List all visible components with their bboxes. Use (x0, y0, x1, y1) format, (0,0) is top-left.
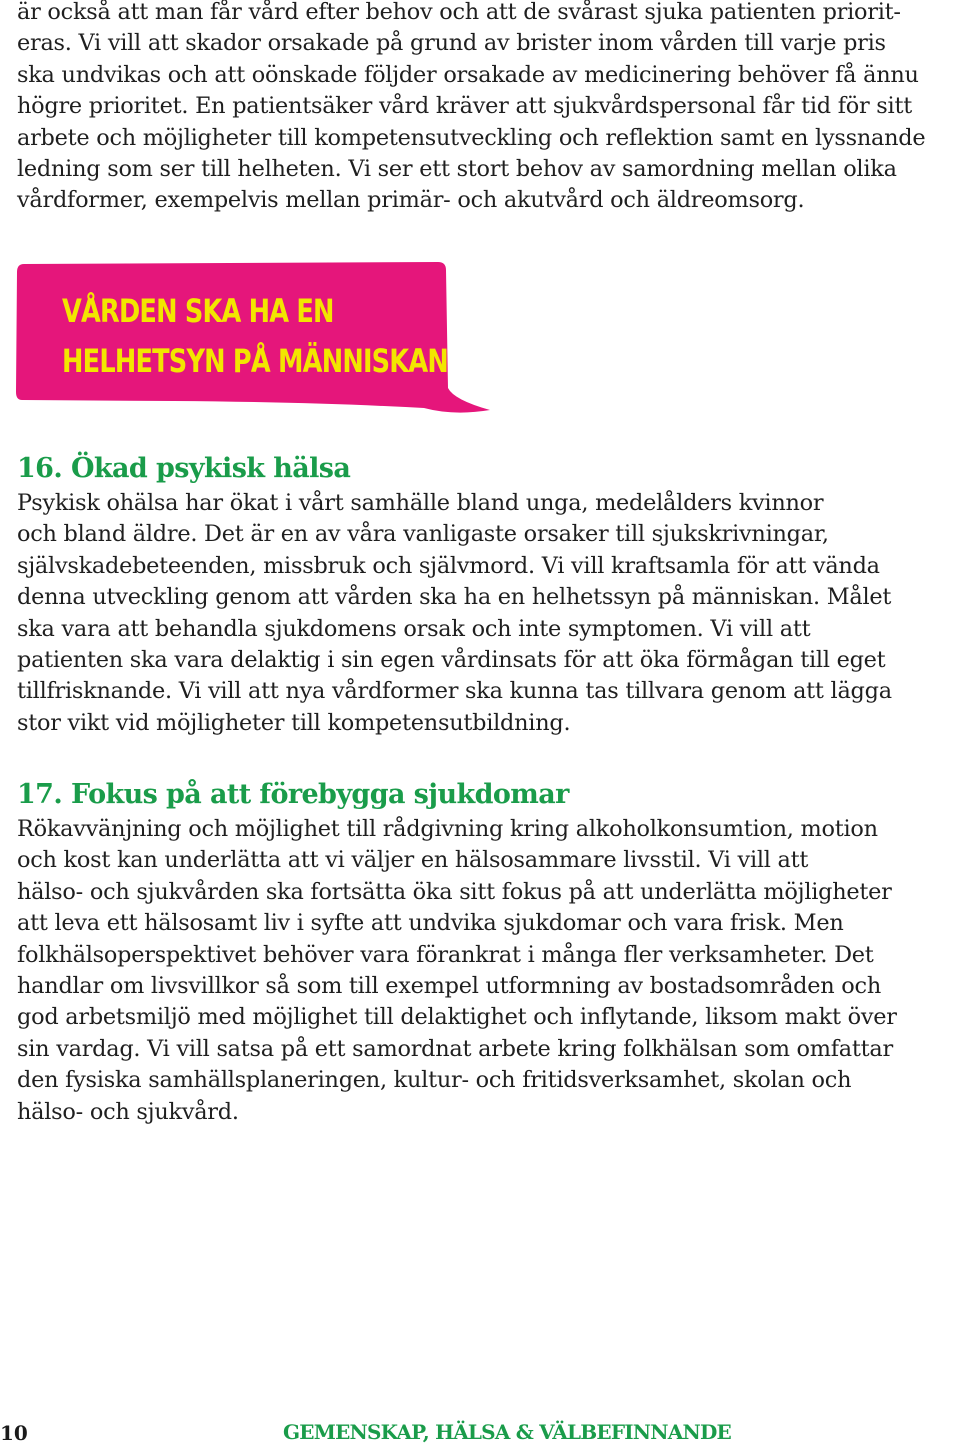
section-16-paragraph (17, 488, 952, 739)
text-line: Rökavvänjning och möjlighet till rådgivning kring alkoholkonsumtion, motion (17, 816, 878, 842)
text-line: är också att man får vård efter behov och att de svårast sjuka patienten priorit- (17, 0, 901, 25)
text-line: högre prioritet. En patientsäker vård kräver att sjukvårdspersonal får tid för sitt (17, 93, 912, 120)
speech-bubble-callout (14, 260, 494, 420)
text-line: patienten ska vara delaktig i sin egen vårdinsats för att öka förmågan till eget (17, 647, 886, 674)
text-line: folkhälsoperspektivet behöver vara förankrat i många fler verksamheter. Det (17, 941, 874, 968)
text-line: den fysiska samhällsplaneringen, kultur- och fritidsverksamhet, skolan och (17, 1067, 852, 1094)
section-17-heading: 17. Fokus på att förebygga sjukdomar (17, 779, 569, 810)
text-line: stor vikt vid möjligheter till kompetensutbildning. (17, 709, 571, 736)
text-line: och bland äldre. Det är en av våra vanligaste orsaker till sjukskrivningar, (17, 521, 829, 548)
text-line: denna utveckling genom att vården ska ha en helhetssyn på människan. Målet (17, 584, 892, 611)
text-line: ledning som ser till helheten. Vi ser ett stort behov av samordning mellan olika (17, 156, 897, 183)
text-line: vårdformer, exempelvis mellan primär- och akutvård och äldreomsorg. (17, 187, 805, 214)
text-line: arbete och möjligheter till kompetensutveckling och reflektion samt en lyssnande (17, 124, 926, 151)
text-line: ska vara att behandla sjukdomens orsak och inte symptomen. Vi vill att (17, 615, 811, 642)
text-line: tillfrisknande. Vi vill att nya vårdformer ska kunna tas tillvara genom att lägga (17, 678, 892, 705)
intro-paragraph (17, 0, 952, 217)
callout-line-2: HELHETSYN PÅ MÄNNISKAN (62, 342, 448, 380)
text-line: god arbetsmiljö med möjlighet till delaktighet och inflytande, liksom makt över (17, 1004, 897, 1031)
callout-line-1: VÅRDEN SKA HA EN (62, 292, 334, 330)
text-line: hälso- och sjukvård. (17, 1098, 239, 1125)
text-line: hälso- och sjukvården ska fortsätta öka sitt fokus på att underlätta möjligheter (17, 878, 892, 905)
text-line: att leva ett hälsosamt liv i syfte att undvika sjukdomar och vara frisk. Men (17, 910, 844, 937)
text-line: sin vardag. Vi vill satsa på ett samordnat arbete kring folkhälsan som omfattar (17, 1035, 893, 1062)
text-line: Psykisk ohälsa har ökat i vårt samhälle bland unga, medelålders kvinnor (17, 490, 824, 516)
text-line: eras. Vi vill att skador orsakade på grund av brister inom vården till varje pris (17, 30, 886, 57)
text-line: handlar om livsvillkor så som till exempel utformning av bostadsområden och (17, 973, 881, 1000)
footer-section-title: GEMENSKAP, HÄLSA & VÄLBEFINNANDE (283, 1420, 731, 1444)
text-line: ska undvikas och att oönskade följder orsakade av medicinering behöver få ännu (17, 61, 919, 88)
section-17-paragraph (17, 814, 952, 1128)
text-line: självskadebeteenden, missbruk och självmord. Vi vill kraftsamla för att vända (17, 552, 880, 579)
text-line: och kost kan underlätta att vi väljer en hälsosammare livsstil. Vi vill att (17, 847, 809, 874)
callout-text (62, 286, 448, 386)
section-16-heading: 16. Ökad psykisk hälsa (17, 453, 351, 484)
page-number: 10 (0, 1421, 28, 1445)
